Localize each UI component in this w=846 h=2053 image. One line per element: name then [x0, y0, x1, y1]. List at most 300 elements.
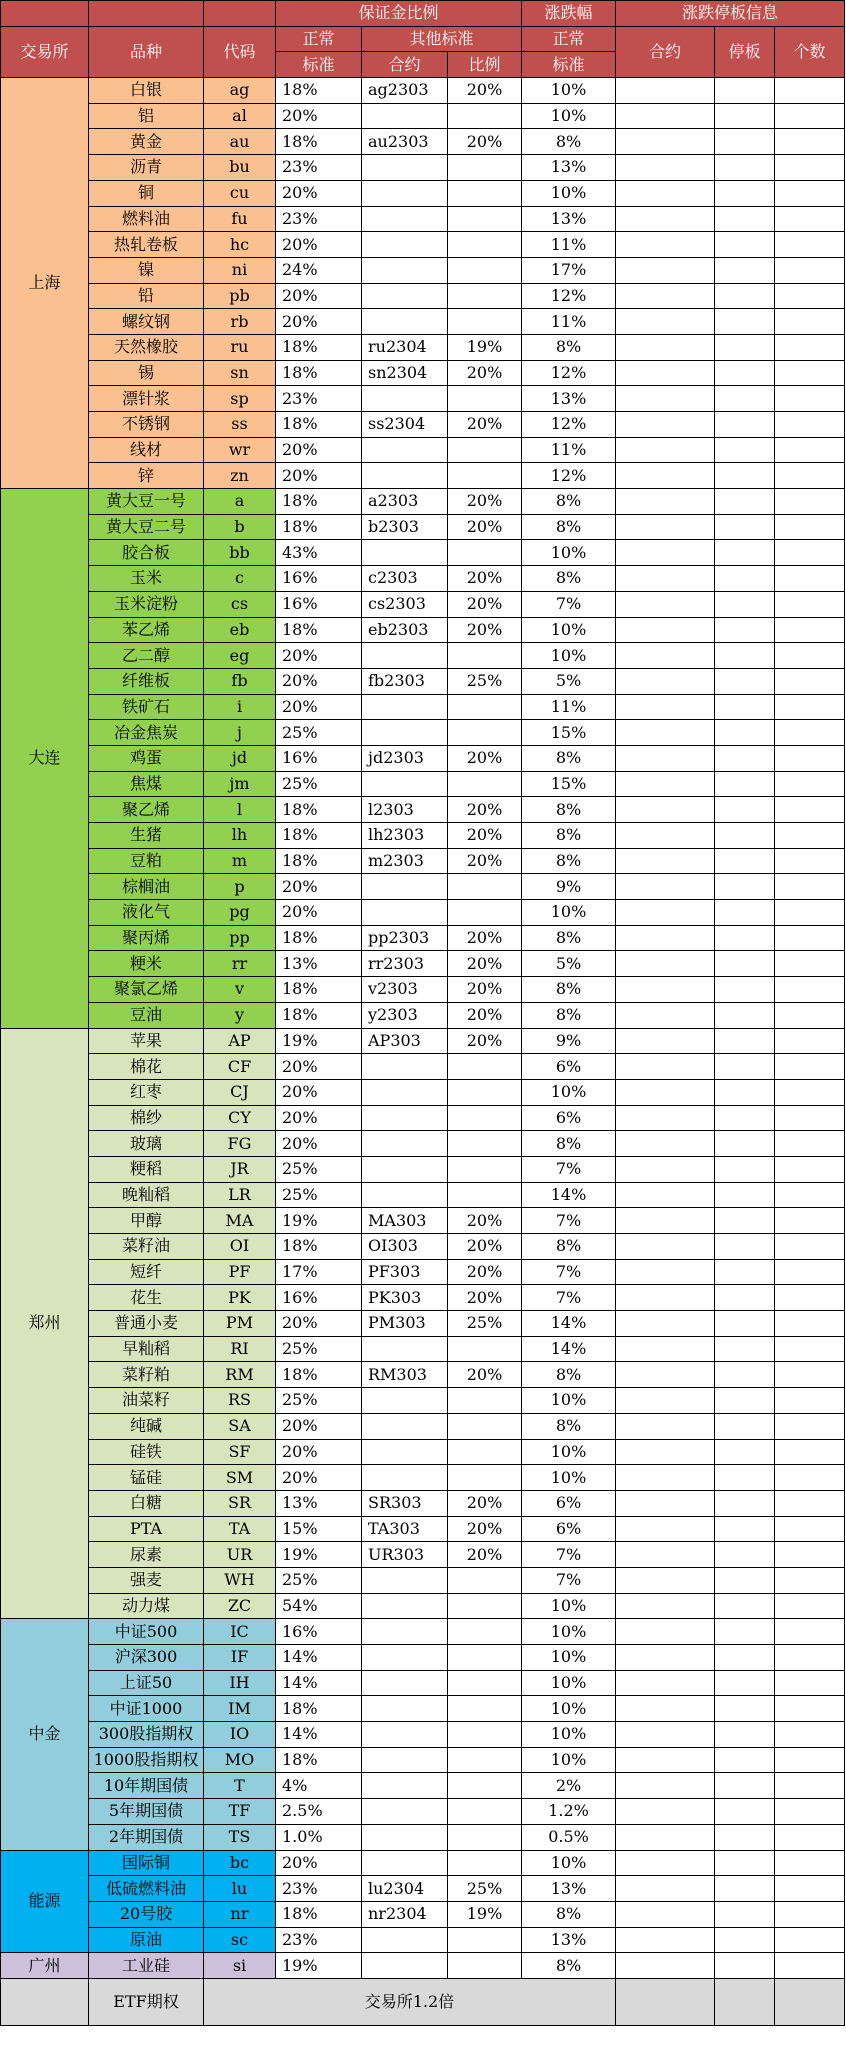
limit-standard-cell: 8% [522, 489, 616, 515]
code-cell: TA [204, 1516, 276, 1542]
code-cell: al [204, 103, 276, 129]
variety-cell: 豆油 [89, 1002, 204, 1028]
margin-standard-cell: 18% [276, 129, 362, 155]
other-ratio-cell [448, 437, 522, 463]
limit-standard-cell: 10% [522, 180, 616, 206]
other-contract-cell: ru2304 [362, 334, 448, 360]
stop-board-cell [715, 412, 775, 438]
margin-standard-cell: 20% [276, 668, 362, 694]
code-cell: l [204, 797, 276, 823]
stop-board-cell [715, 1953, 775, 1979]
other-contract-cell: PM303 [362, 1311, 448, 1337]
stop-board-cell [715, 103, 775, 129]
stop-board-cell [715, 1901, 775, 1927]
margin-standard-cell: 25% [276, 1182, 362, 1208]
info-contract-cell [616, 1645, 715, 1671]
other-ratio-cell [448, 1670, 522, 1696]
header-row-2 [1, 26, 845, 52]
other-ratio-cell [448, 1413, 522, 1439]
table-row [1, 591, 845, 617]
code-cell: jm [204, 771, 276, 797]
other-ratio-cell: 20% [448, 360, 522, 386]
table-row [1, 1953, 845, 1979]
code-cell: IH [204, 1670, 276, 1696]
count-cell [775, 1362, 845, 1388]
variety-cell: 胶合板 [89, 540, 204, 566]
table-row [1, 1362, 845, 1388]
count-cell [775, 129, 845, 155]
other-ratio-cell [448, 1105, 522, 1131]
other-contract-cell: lh2303 [362, 823, 448, 849]
variety-cell: 硅铁 [89, 1439, 204, 1465]
table-row [1, 951, 845, 977]
variety-cell: 普通小麦 [89, 1311, 204, 1337]
info-contract-cell [616, 129, 715, 155]
stop-board-cell [715, 1696, 775, 1722]
other-ratio-cell: 20% [448, 1259, 522, 1285]
other-ratio-cell: 20% [448, 1028, 522, 1054]
other-contract-cell: OI303 [362, 1234, 448, 1260]
variety-cell: 纯碱 [89, 1413, 204, 1439]
table-row [1, 1388, 845, 1414]
count-cell [775, 463, 845, 489]
limit-standard-cell: 13% [522, 1876, 616, 1902]
count-cell [775, 643, 845, 669]
other-ratio-cell: 25% [448, 1876, 522, 1902]
stop-board-cell [715, 720, 775, 746]
variety-cell: 工业硅 [89, 1953, 204, 1979]
stop-board-cell [715, 977, 775, 1003]
table-row [1, 1439, 845, 1465]
limit-standard-cell: 8% [522, 823, 616, 849]
other-contract-cell [362, 1953, 448, 1979]
info-contract-cell [616, 977, 715, 1003]
info-contract-cell [616, 1413, 715, 1439]
stop-board-cell [715, 232, 775, 258]
limit-standard-cell: 10% [522, 1593, 616, 1619]
other-contract-cell: au2303 [362, 129, 448, 155]
other-ratio-cell: 19% [448, 1901, 522, 1927]
other-contract-cell [362, 1670, 448, 1696]
other-contract-cell [362, 463, 448, 489]
variety-cell: 20号胶 [89, 1901, 204, 1927]
other-ratio-cell [448, 1567, 522, 1593]
margin-standard-cell: 2.5% [276, 1799, 362, 1825]
stop-board-cell [715, 1876, 775, 1902]
stop-board-cell [715, 1285, 775, 1311]
margin-standard-cell: 14% [276, 1670, 362, 1696]
margin-standard-cell: 16% [276, 1285, 362, 1311]
stop-board-cell [715, 437, 775, 463]
table-row [1, 1799, 845, 1825]
other-contract-cell [362, 1465, 448, 1491]
other-contract-cell [362, 720, 448, 746]
other-contract-cell [362, 1799, 448, 1825]
other-contract-cell: SR303 [362, 1490, 448, 1516]
stop-board-cell [715, 1182, 775, 1208]
limit-standard-cell: 13% [522, 206, 616, 232]
other-ratio-cell [448, 155, 522, 181]
stop-board-cell [715, 386, 775, 412]
other-ratio-cell: 20% [448, 129, 522, 155]
stop-board-cell [715, 1567, 775, 1593]
limit-standard-cell: 8% [522, 1901, 616, 1927]
table-row [1, 1182, 845, 1208]
other-contract-cell: lu2304 [362, 1876, 448, 1902]
margin-standard-cell: 18% [276, 360, 362, 386]
margin-standard-cell: 18% [276, 412, 362, 438]
stop-board-cell [715, 900, 775, 926]
info-contract-cell [616, 514, 715, 540]
code-cell: fb [204, 668, 276, 694]
code-cell: p [204, 874, 276, 900]
table-row [1, 1696, 845, 1722]
other-ratio-cell [448, 206, 522, 232]
variety-cell: 1000股指期权 [89, 1747, 204, 1773]
etf-name: ETF期权 [89, 1978, 204, 2025]
other-contract-cell [362, 1336, 448, 1362]
variety-cell: 冶金焦炭 [89, 720, 204, 746]
info-contract-cell [616, 463, 715, 489]
table-row [1, 1645, 845, 1671]
margin-standard-cell: 20% [276, 1413, 362, 1439]
info-contract-cell [616, 797, 715, 823]
limit-standard-cell: 8% [522, 1234, 616, 1260]
other-ratio-cell [448, 694, 522, 720]
other-ratio-cell [448, 874, 522, 900]
variety-cell: 白银 [89, 78, 204, 104]
stop-board-cell [715, 463, 775, 489]
limit-standard-cell: 10% [522, 1619, 616, 1645]
code-cell: ag [204, 78, 276, 104]
other-contract-cell [362, 1388, 448, 1414]
variety-cell: 中证500 [89, 1619, 204, 1645]
margin-standard-cell: 25% [276, 720, 362, 746]
limit-standard-cell: 14% [522, 1311, 616, 1337]
table-row [1, 1208, 845, 1234]
stop-board-cell [715, 668, 775, 694]
table-row [1, 386, 845, 412]
variety-cell: 铁矿石 [89, 694, 204, 720]
count-cell [775, 206, 845, 232]
code-cell: au [204, 129, 276, 155]
other-ratio-cell [448, 1156, 522, 1182]
other-contract-cell: jd2303 [362, 745, 448, 771]
limit-standard-cell: 2% [522, 1773, 616, 1799]
code-cell: SA [204, 1413, 276, 1439]
other-ratio-cell [448, 257, 522, 283]
count-cell [775, 1439, 845, 1465]
margin-standard-cell: 54% [276, 1593, 362, 1619]
header-normal: 正常 [276, 26, 362, 52]
code-cell: jd [204, 745, 276, 771]
other-contract-cell [362, 180, 448, 206]
count-cell [775, 1490, 845, 1516]
count-cell [775, 745, 845, 771]
table-row [1, 1619, 845, 1645]
count-cell [775, 1542, 845, 1568]
info-contract-cell [616, 1490, 715, 1516]
stop-board-cell [715, 694, 775, 720]
header-standard: 标准 [276, 52, 362, 78]
table-row [1, 848, 845, 874]
other-ratio-cell: 20% [448, 617, 522, 643]
count-cell [775, 1670, 845, 1696]
variety-cell: 铅 [89, 283, 204, 309]
limit-standard-cell: 10% [522, 1465, 616, 1491]
header-count: 个数 [775, 26, 845, 77]
info-contract-cell [616, 1054, 715, 1080]
header-variety: 品种 [89, 26, 204, 77]
variety-cell: 聚丙烯 [89, 925, 204, 951]
code-cell: si [204, 1953, 276, 1979]
info-contract-cell [616, 1336, 715, 1362]
margin-standard-cell: 19% [276, 1542, 362, 1568]
count-cell [775, 1645, 845, 1671]
limit-standard-cell: 8% [522, 977, 616, 1003]
header-other-standard: 其他标准 [362, 26, 522, 52]
info-contract-cell [616, 334, 715, 360]
limit-standard-cell: 14% [522, 1336, 616, 1362]
table-row [1, 977, 845, 1003]
code-cell: FG [204, 1131, 276, 1157]
margin-standard-cell: 18% [276, 1362, 362, 1388]
table-row [1, 566, 845, 592]
variety-cell: 天然橡胶 [89, 334, 204, 360]
table-row [1, 1054, 845, 1080]
exchange-cell: 能源 [1, 1850, 89, 1953]
code-cell: CY [204, 1105, 276, 1131]
code-cell: hc [204, 232, 276, 258]
count-cell [775, 489, 845, 515]
limit-standard-cell: 10% [522, 1645, 616, 1671]
info-contract-cell [616, 771, 715, 797]
variety-cell: 2年期国债 [89, 1824, 204, 1850]
code-cell: lu [204, 1876, 276, 1902]
count-cell [775, 1773, 845, 1799]
count-cell [775, 1901, 845, 1927]
table-row [1, 900, 845, 926]
variety-cell: 生猪 [89, 823, 204, 849]
info-contract-cell [616, 1901, 715, 1927]
code-cell: nr [204, 1901, 276, 1927]
info-contract-cell [616, 694, 715, 720]
table-row [1, 1593, 845, 1619]
info-contract-cell [616, 617, 715, 643]
limit-standard-cell: 8% [522, 566, 616, 592]
count-cell [775, 1079, 845, 1105]
variety-cell: 乙二醇 [89, 643, 204, 669]
stop-board-cell [715, 1542, 775, 1568]
margin-standard-cell: 18% [276, 1901, 362, 1927]
other-ratio-cell [448, 1465, 522, 1491]
table-row [1, 617, 845, 643]
limit-standard-cell: 10% [522, 103, 616, 129]
count-cell [775, 951, 845, 977]
margin-standard-cell: 20% [276, 232, 362, 258]
count-cell [775, 617, 845, 643]
exchange-cell: 上海 [1, 78, 89, 489]
table-row [1, 1156, 845, 1182]
other-contract-cell [362, 103, 448, 129]
count-cell [775, 514, 845, 540]
margin-standard-cell: 43% [276, 540, 362, 566]
count-cell [775, 900, 845, 926]
margin-standard-cell: 20% [276, 1131, 362, 1157]
code-cell: pp [204, 925, 276, 951]
code-cell: PK [204, 1285, 276, 1311]
limit-standard-cell: 7% [522, 1156, 616, 1182]
other-contract-cell: TA303 [362, 1516, 448, 1542]
other-ratio-cell [448, 386, 522, 412]
info-contract-cell [616, 309, 715, 335]
info-contract-cell [616, 1234, 715, 1260]
limit-standard-cell: 13% [522, 1927, 616, 1953]
margin-standard-cell: 19% [276, 1953, 362, 1979]
table-row [1, 1927, 845, 1953]
header-info-contract: 合约 [616, 26, 715, 77]
other-ratio-cell: 20% [448, 1542, 522, 1568]
other-ratio-cell: 20% [448, 566, 522, 592]
count-cell [775, 771, 845, 797]
variety-cell: 沪深300 [89, 1645, 204, 1671]
limit-standard-cell: 10% [522, 617, 616, 643]
stop-board-cell [715, 1824, 775, 1850]
stop-board-cell [715, 1850, 775, 1876]
limit-standard-cell: 10% [522, 1079, 616, 1105]
variety-cell: PTA [89, 1516, 204, 1542]
header-contract: 合约 [362, 52, 448, 78]
exchange-cell: 大连 [1, 489, 89, 1028]
variety-cell: 苹果 [89, 1028, 204, 1054]
variety-cell: 棉花 [89, 1054, 204, 1080]
code-cell: cs [204, 591, 276, 617]
count-cell [775, 591, 845, 617]
variety-cell: 漂针浆 [89, 386, 204, 412]
variety-cell: 国际铜 [89, 1850, 204, 1876]
margin-standard-cell: 20% [276, 1850, 362, 1876]
margin-standard-cell: 18% [276, 617, 362, 643]
code-cell: T [204, 1773, 276, 1799]
stop-board-cell [715, 1311, 775, 1337]
margin-standard-cell: 18% [276, 514, 362, 540]
count-cell [775, 874, 845, 900]
variety-cell: 铝 [89, 103, 204, 129]
stop-board-cell [715, 1156, 775, 1182]
code-cell: bb [204, 540, 276, 566]
other-ratio-cell [448, 1054, 522, 1080]
code-cell: ZC [204, 1593, 276, 1619]
code-cell: ru [204, 334, 276, 360]
count-cell [775, 103, 845, 129]
code-cell: IO [204, 1722, 276, 1748]
code-cell: CF [204, 1054, 276, 1080]
variety-cell: 棕榈油 [89, 874, 204, 900]
other-ratio-cell [448, 180, 522, 206]
count-cell [775, 1105, 845, 1131]
table-row [1, 1079, 845, 1105]
info-contract-cell [616, 1002, 715, 1028]
other-contract-cell [362, 771, 448, 797]
variety-cell: 锰硅 [89, 1465, 204, 1491]
table-row [1, 257, 845, 283]
info-contract-cell [616, 874, 715, 900]
variety-cell: 鸡蛋 [89, 745, 204, 771]
stop-board-cell [715, 1927, 775, 1953]
other-contract-cell: ag2303 [362, 78, 448, 104]
info-contract-cell [616, 1773, 715, 1799]
stop-board-cell [715, 1413, 775, 1439]
count-cell [775, 1465, 845, 1491]
info-contract-cell [616, 1876, 715, 1902]
other-ratio-cell [448, 1824, 522, 1850]
limit-standard-cell: 8% [522, 1413, 616, 1439]
other-contract-cell [362, 1824, 448, 1850]
code-cell: TS [204, 1824, 276, 1850]
info-contract-cell [616, 1439, 715, 1465]
count-cell [775, 1413, 845, 1439]
other-contract-cell: PK303 [362, 1285, 448, 1311]
other-contract-cell [362, 540, 448, 566]
stop-board-cell [715, 1490, 775, 1516]
header-blank-1 [1, 1, 89, 27]
stop-board-cell [715, 951, 775, 977]
other-contract-cell [362, 1696, 448, 1722]
variety-cell: 热轧卷板 [89, 232, 204, 258]
info-contract-cell [616, 206, 715, 232]
other-ratio-cell: 20% [448, 489, 522, 515]
variety-cell: 5年期国债 [89, 1799, 204, 1825]
other-contract-cell [362, 155, 448, 181]
other-contract-cell: ss2304 [362, 412, 448, 438]
header-exchange: 交易所 [1, 26, 89, 77]
other-contract-cell [362, 1439, 448, 1465]
info-contract-cell [616, 257, 715, 283]
margin-standard-cell: 20% [276, 874, 362, 900]
stop-board-cell [715, 334, 775, 360]
other-ratio-cell: 20% [448, 745, 522, 771]
stop-board-cell [715, 1131, 775, 1157]
other-ratio-cell [448, 1953, 522, 1979]
info-contract-cell [616, 78, 715, 104]
limit-standard-cell: 7% [522, 1208, 616, 1234]
other-ratio-cell: 20% [448, 412, 522, 438]
limit-standard-cell: 11% [522, 232, 616, 258]
count-cell [775, 566, 845, 592]
stop-board-cell [715, 797, 775, 823]
code-cell: UR [204, 1542, 276, 1568]
count-cell [775, 1388, 845, 1414]
limit-standard-cell: 8% [522, 797, 616, 823]
table-row [1, 925, 845, 951]
other-ratio-cell [448, 1773, 522, 1799]
table-row [1, 823, 845, 849]
other-ratio-cell [448, 720, 522, 746]
table-row [1, 412, 845, 438]
margin-standard-cell: 23% [276, 1876, 362, 1902]
margin-standard-cell: 18% [276, 977, 362, 1003]
info-contract-cell [616, 1722, 715, 1748]
header-margin-ratio: 保证金比例 [276, 1, 522, 27]
limit-standard-cell: 10% [522, 1747, 616, 1773]
table-row [1, 1722, 845, 1748]
variety-cell: 黄大豆二号 [89, 514, 204, 540]
other-ratio-cell: 25% [448, 668, 522, 694]
limit-standard-cell: 8% [522, 129, 616, 155]
variety-cell: 花生 [89, 1285, 204, 1311]
limit-standard-cell: 9% [522, 1028, 616, 1054]
other-ratio-cell [448, 1079, 522, 1105]
